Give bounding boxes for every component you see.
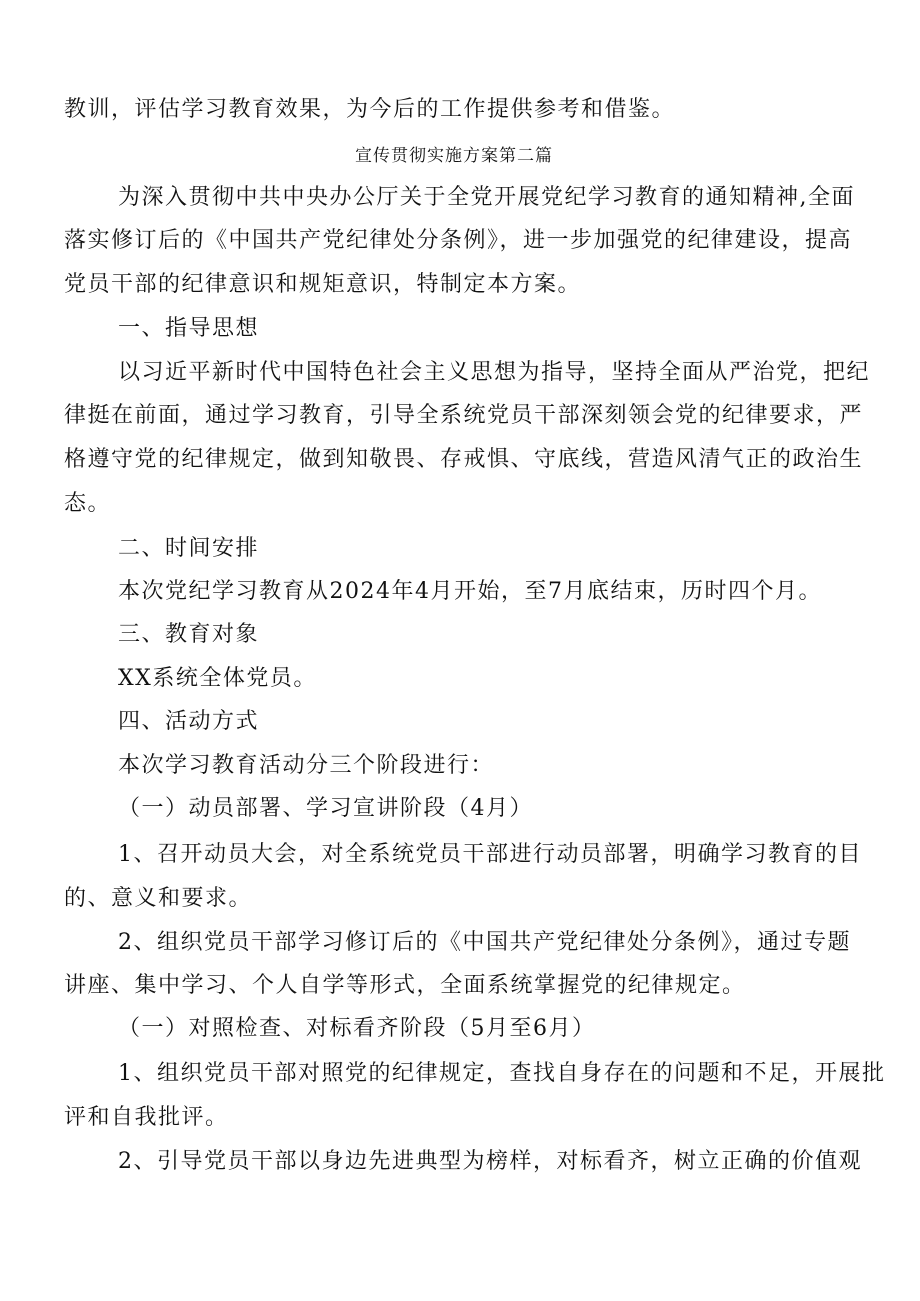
section-heading-guiding-thought: 一、指导思想 xyxy=(118,316,260,341)
intro-line-1: 为深入贯彻中共中央办公厅关于全党开展党纪学习教育的通知精神,全面 xyxy=(118,185,855,210)
guiding-thought-line-2: 律挺在前面，通过学习教育，引导全系统党员干部深刻领会党的纪律要求，严 xyxy=(64,403,864,428)
schedule-text: 本次党纪学习教育从2024年4月开始，至7月底结束，历时四个月。 xyxy=(118,579,822,604)
intro-line-3: 党员干部的纪律意识和规矩意识，特制定本方案。 xyxy=(64,272,582,297)
continuation-line: 教训，评估学习教育效果，为今后的工作提供参考和借鉴。 xyxy=(64,97,676,122)
guiding-thought-line-4: 态。 xyxy=(64,491,112,516)
guiding-thought-line-1: 以习近平新时代中国特色社会主义思想为指导，坚持全面从严治党，把纪 xyxy=(118,360,871,385)
document-title: 宣传贯彻实施方案第二篇 xyxy=(355,146,553,166)
section-heading-activities: 四、活动方式 xyxy=(118,709,260,734)
phase1-item2-line-1: 2、组织党员干部学习修订后的《中国共产党纪律处分条例》，通过专题 xyxy=(118,930,851,955)
phase1-item1-line-1: 1、召开动员大会，对全系统党员干部进行动员部署，明确学习教育的目 xyxy=(118,842,862,867)
section-heading-schedule: 二、时间安排 xyxy=(118,536,260,561)
phase2-item1-line-2: 评和自我批评。 xyxy=(64,1105,229,1130)
phase1-item2-line-2: 讲座、集中学习、个人自学等形式，全面系统掌握党的纪律规定。 xyxy=(64,973,746,998)
phase1-item1-line-2: 的、意义和要求。 xyxy=(64,886,253,911)
guiding-thought-line-3: 格遵守党的纪律规定，做到知敬畏、存戒惧、守底线，营造风清气正的政治生 xyxy=(64,447,864,472)
audience-text: XX系统全体党员。 xyxy=(118,666,317,691)
phase2-heading: （一）对照检查、对标看齐阶段（5月至6月） xyxy=(118,1016,596,1041)
phase2-item1-line-1: 1、组织党员干部对照党的纪律规定，查找自身存在的问题和不足，开展批 xyxy=(118,1061,886,1086)
activities-intro: 本次学习教育活动分三个阶段进行： xyxy=(118,753,495,778)
intro-line-2: 落实修订后的《中国共产党纪律处分条例》，进一步加强党的纪律建设，提高 xyxy=(64,228,853,253)
phase2-item2-line-1: 2、引导党员干部以身边先进典型为榜样，对标看齐，树立正确的价值观 xyxy=(118,1149,862,1174)
section-heading-audience: 三、教育对象 xyxy=(118,622,260,647)
phase1-heading: （一）动员部署、学习宣讲阶段（4月） xyxy=(118,796,533,821)
